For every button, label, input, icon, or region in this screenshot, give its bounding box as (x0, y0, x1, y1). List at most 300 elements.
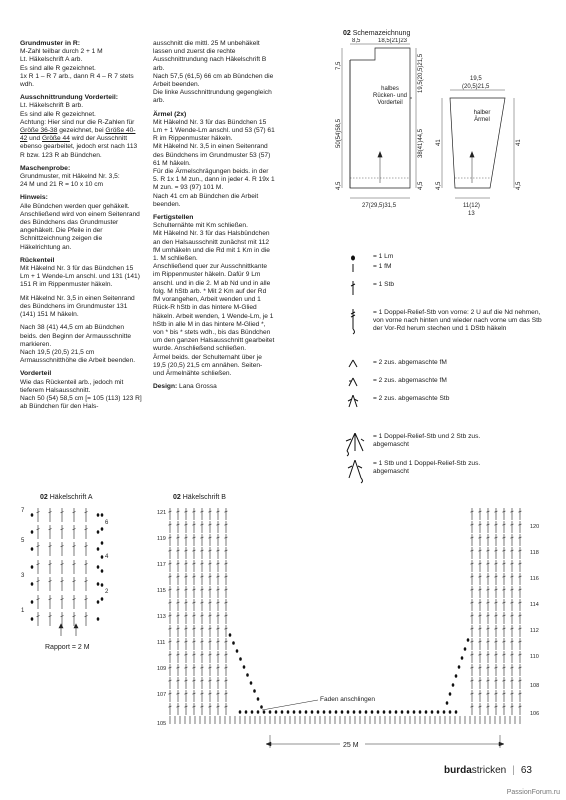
stitch-symbol (185, 573, 188, 585)
chart-b-row-121: 121 (157, 510, 167, 516)
stitch-symbol (511, 547, 514, 559)
stitch-symbol (85, 560, 88, 574)
stitch-symbol (169, 547, 172, 559)
stitch-symbol (185, 651, 188, 663)
stitch-symbol (185, 508, 188, 520)
dim-sleeve-bottom-w: 11(12) (463, 203, 480, 209)
chart-b-row-114: 114 (530, 602, 539, 608)
chain-dot (101, 555, 104, 559)
stitch-symbol (209, 599, 212, 611)
chart-a-title: 02 Häkelschrift A (40, 494, 93, 501)
fertigstellen-text: Schulternähte mit Km schließen. Mit Häkelnd Nr. 3 für das Halsbündchen an den Halsausschnitt zunächst mit 112 fM umhäkeln und die Rd mit 1 Km in die 1. M schließen. Anschließend quer zur Ausschnittkante im Rippenmuster häkeln. Dafür 9 Lm anschl. und in die 2. M ab Nd und in alle folg. M hStb arb. * Mit 2 Km auf der Rd fM vorangehen, Arbeit wenden und 1 Rück-R hStb in das hintere M-Glied häkeln. Arbeit wenden, 1 Wende-Lm, je 1 hStb in alle M in das hintere M-Glied *, von * bis * stets wdh., bis das Bündchen um den ganzen Halsausschnitt gearbeitet wurde. Anschließend schließen. Ärmel beids. der Schulternaht über je 19,5 (20,5) 21,5 cm annähen. Seiten- und Ärmelnähte schließen. (153, 222, 275, 377)
stitch-symbol (511, 599, 514, 611)
chain-dot (383, 710, 386, 714)
chain-dot (458, 665, 461, 669)
stitch-symbol (495, 547, 498, 559)
chain-dot (101, 541, 104, 545)
chart-b-row-112: 112 (530, 628, 539, 634)
stitch-symbol (487, 521, 490, 533)
stitch-symbol (209, 547, 212, 559)
chain-dot (97, 530, 100, 534)
chain-dot (246, 673, 249, 677)
chain-dot (299, 710, 302, 714)
dim-bottom-width: 27(29,5)31,5 (362, 203, 397, 209)
chain-dot (305, 710, 308, 714)
dim-sleeve-right: 41 (516, 139, 522, 146)
chain-dot (101, 527, 104, 531)
stitch-symbol (185, 625, 188, 637)
stitch-symbol (495, 573, 498, 585)
stitch-symbol (177, 690, 180, 702)
stitch-symbol (479, 560, 482, 572)
stitch-symbol (217, 625, 220, 637)
stitch-symbol (209, 690, 212, 702)
stitch-symbol (479, 612, 482, 624)
stitch-symbol (61, 560, 64, 574)
text-column-middle (153, 40, 275, 396)
stitch-symbol (185, 599, 188, 611)
chain-dot (31, 582, 34, 586)
chart-b-row-120: 120 (530, 524, 540, 530)
stitch-symbol (193, 625, 196, 637)
stitch-symbol (37, 595, 40, 609)
stitch-symbol (201, 573, 204, 585)
stitch-symbol (185, 612, 188, 624)
dim-sleeve-top-1: 19,5 (470, 76, 482, 82)
rueckenteil-text-2: Mit Häkelnd Nr. 3,5 in einen Seitenrand des Bündchens im Grundmuster 131 (141) 151 M häkeln. (20, 294, 135, 319)
stitch-symbol (503, 573, 506, 585)
stitch-symbol (519, 664, 522, 676)
stitch-symbol (503, 612, 506, 624)
stitch-symbol (471, 664, 474, 676)
stitch-symbol (217, 651, 220, 663)
stitch-symbol (487, 638, 490, 650)
stitch-symbol (169, 534, 172, 546)
chain-dot (443, 710, 446, 714)
chain-dot (377, 710, 380, 714)
stitch-symbol (193, 651, 196, 663)
stitch-symbol (37, 525, 40, 539)
stitch-symbol (479, 534, 482, 546)
maschenprobe-heading: Maschenprobe: (20, 164, 71, 172)
chain-dot (335, 710, 338, 714)
chart-b-row-115: 115 (157, 588, 166, 594)
stitch-symbol (495, 612, 498, 624)
stitch-symbol (225, 560, 228, 572)
stitch-symbol (487, 560, 490, 572)
stitch-symbol (177, 625, 180, 637)
stitch-symbol (471, 560, 474, 572)
stitch-symbol (73, 612, 76, 626)
stitch-symbol (511, 703, 514, 715)
crochet-chart-a (10, 500, 130, 660)
stitch-symbol (519, 586, 522, 598)
stitch-symbol (519, 703, 522, 715)
stitch-symbol (37, 612, 40, 626)
chain-dot (97, 600, 100, 604)
stitch-symbol (177, 573, 180, 585)
chain-dot (452, 683, 455, 687)
stitch-symbol (479, 664, 482, 676)
stitch-symbol (487, 690, 490, 702)
stitch-symbol (225, 586, 228, 598)
chart-a-row-6: 6 (105, 520, 109, 526)
chain-dot (97, 617, 100, 621)
stitch-symbol (503, 508, 506, 520)
stitch-symbol (209, 612, 212, 624)
stitch-symbol (487, 677, 490, 689)
two-stb-icon (343, 395, 367, 425)
stitch-symbol (169, 599, 172, 611)
chain-dot (407, 710, 410, 714)
maschenprobe-text: Grundmuster, mit Häkelnd Nr. 3,5: 24 M und 21 R = 10 x 10 cm (20, 173, 120, 189)
stitch-symbol (225, 573, 228, 585)
stitch-symbol (185, 690, 188, 702)
chain-dot (359, 710, 362, 714)
stitch-symbol (193, 508, 196, 520)
stitch-symbol (471, 586, 474, 598)
stitch-symbol (503, 625, 506, 637)
chain-dot (243, 665, 246, 669)
chain-dot (365, 710, 368, 714)
chain-dot (251, 710, 254, 714)
stitch-symbol (511, 612, 514, 624)
stitch-symbol (503, 534, 506, 546)
chain-dot (353, 710, 356, 714)
stitch-symbol (61, 508, 64, 522)
chain-dot (31, 513, 34, 517)
stitch-symbol (49, 560, 52, 574)
text-column-left (20, 40, 142, 416)
chart-b-row-113: 113 (157, 614, 166, 620)
chain-dot (281, 710, 284, 714)
chain-dot (31, 565, 34, 569)
stitch-symbol (169, 638, 172, 650)
stitch-symbol (495, 664, 498, 676)
dim-sleeve-bottom-w2: 13 (468, 211, 475, 217)
chain-dot (293, 710, 296, 714)
stitch-symbol (503, 521, 506, 533)
stitch-symbol (185, 664, 188, 676)
rueckenteil-text-4: Nach 19,5 (20,5) 21,5 cm Armausschnitthöhe die Arbeit beenden. (20, 348, 136, 365)
chain-dot (97, 513, 100, 517)
stitch-symbol (217, 547, 220, 559)
stitch-symbol (73, 542, 76, 556)
stitch-symbol (185, 547, 188, 559)
chain-dot (101, 569, 104, 573)
chain-dot (437, 710, 440, 714)
chart-a-row-1: 1 (21, 608, 25, 614)
chain-dot (461, 656, 464, 660)
hinweis-text: Alle Bündchen werden quer gehäkelt. Anschließend wird von einem Seitenrand des Bündchens das Grundmuster angehäkelt. Die Pfeile in der Schnittzeichnung zeigen die Häkelrichtung an. (20, 202, 140, 251)
chain-dot (446, 701, 449, 705)
dim-sleeve-left: 41 (436, 139, 442, 146)
stitch-symbol (193, 638, 196, 650)
stb-icon (343, 281, 367, 311)
stitch-symbol (61, 577, 64, 591)
stitch-symbol (217, 508, 220, 520)
stitch-symbol (471, 612, 474, 624)
stitch-symbol (519, 547, 522, 559)
stitch-symbol (177, 534, 180, 546)
stitch-symbol (511, 534, 514, 546)
vorderteil-text-cont: ausschnitt die mittl. 25 M unbehäkelt lassen und zuerst die rechte Ausschnittrundung nach Häkelschrift B arb. (153, 40, 267, 72)
stitch-symbol (177, 703, 180, 715)
stitch-symbol (471, 508, 474, 520)
stitch-symbol (169, 703, 172, 715)
stitch-symbol (169, 690, 172, 702)
stitch-symbol (193, 547, 196, 559)
stitch-symbol (169, 664, 172, 676)
stitch-symbol (193, 586, 196, 598)
chain-dot (101, 597, 104, 601)
stitch-symbol (209, 625, 212, 637)
aermel-heading: Ärmel (2x) (153, 110, 187, 118)
stitch-symbol (495, 586, 498, 598)
stitch-symbol (177, 651, 180, 663)
stitch-symbol (193, 599, 196, 611)
stitch-symbol (85, 595, 88, 609)
stitch-symbol (487, 547, 490, 559)
stitch-symbol (201, 534, 204, 546)
chain-dot (257, 710, 260, 714)
stitch-symbol (503, 690, 506, 702)
chain-dot (287, 710, 290, 714)
stitch-symbol (519, 508, 522, 520)
chain-dot (31, 617, 34, 621)
dim-top-left: 8,5 (352, 38, 361, 44)
stitch-symbol (479, 625, 482, 637)
stitch-symbol (61, 595, 64, 609)
chain-dot (97, 565, 100, 569)
stitch-symbol (193, 703, 196, 715)
chart-b-row-107: 107 (157, 692, 167, 698)
stitch-symbol (495, 599, 498, 611)
chain-dot (275, 710, 278, 714)
crochet-chart-b (150, 500, 550, 770)
stitch-symbol (193, 560, 196, 572)
stitch-symbol (471, 677, 474, 689)
stitch-symbol (193, 534, 196, 546)
stitch-symbol (201, 638, 204, 650)
stitch-symbol (519, 521, 522, 533)
chain-dot (371, 710, 374, 714)
stitch-symbol (217, 677, 220, 689)
stitch-symbol (471, 547, 474, 559)
stitch-symbol (193, 573, 196, 585)
stitch-symbol (503, 560, 506, 572)
stitch-symbol (169, 573, 172, 585)
grundmuster-heading: Grundmuster in R: (20, 40, 81, 47)
stitch-symbol (487, 703, 490, 715)
stitch-symbol (471, 625, 474, 637)
chart-b-row-118: 118 (530, 550, 539, 556)
stitch-symbol (85, 525, 88, 539)
stitch-symbol (37, 560, 40, 574)
stitch-symbol (495, 625, 498, 637)
chain-dot (31, 600, 34, 604)
stitch-symbol (201, 521, 204, 533)
rueckenteil-heading: Rückenteil (20, 256, 55, 264)
stitch-symbol (495, 690, 498, 702)
stitch-symbol (217, 599, 220, 611)
stitch-symbol (471, 703, 474, 715)
dim-left-top: 7,5 (336, 61, 342, 70)
chain-dot (250, 681, 253, 685)
stitch-symbol (511, 625, 514, 637)
stitch-symbol (479, 573, 482, 585)
chart-b-row-106: 106 (530, 711, 540, 717)
stitch-symbol (193, 677, 196, 689)
stitch-symbol (185, 521, 188, 533)
stitch-symbol (73, 560, 76, 574)
stitch-symbol (37, 577, 40, 591)
stitch-symbol (511, 664, 514, 676)
stitch-symbol (511, 651, 514, 663)
stitch-symbol (169, 560, 172, 572)
stitch-symbol (471, 573, 474, 585)
chain-dot (101, 583, 104, 587)
stitch-symbol (61, 542, 64, 556)
stb-relief-icon (343, 460, 367, 490)
stitch-symbol (503, 547, 506, 559)
chain-dot (31, 547, 34, 551)
design-credit: Design: Lana Grossa (153, 383, 217, 391)
stitch-symbol (49, 525, 52, 539)
stitch-symbol (519, 651, 522, 663)
stitch-symbol (495, 534, 498, 546)
stitch-symbol (201, 651, 204, 663)
stitch-symbol (85, 542, 88, 556)
stitch-symbol (177, 586, 180, 598)
chain-dot (269, 710, 272, 714)
dim-sleeve-top-2: (20,5)21,5 (462, 84, 490, 90)
stitch-symbol (185, 677, 188, 689)
stitch-symbol (495, 651, 498, 663)
chain-dot (311, 710, 314, 714)
ausschnitt-text: Lt. Häkelschrift B arb. Es sind alle R gezeichnet. Achtung: Hier sind nur die R-Zahlen für Größe 36-38 gezeichnet, bei Größe 40-42 und Größe 44 wird der Ausschnitt ebenso gearbeitet, jedoch erst nach 113 R bzw. 123 R ab Bündchen. (20, 102, 138, 159)
stitch-symbol (49, 508, 52, 522)
stitch-symbol (225, 612, 228, 624)
stitch-symbol (225, 664, 228, 676)
chain-dot (239, 657, 242, 661)
stitch-symbol (225, 703, 228, 715)
stitch-symbol (209, 703, 212, 715)
stitch-symbol (185, 534, 188, 546)
stitch-symbol (193, 521, 196, 533)
stitch-symbol (503, 664, 506, 676)
dim-mid-height: 19,5(20,5)21,5 (418, 53, 424, 93)
dim-top-mid: 18,5(21)23 (378, 38, 408, 44)
chain-dot (31, 530, 34, 534)
stitch-symbol (185, 560, 188, 572)
stitch-symbol (217, 521, 220, 533)
stitch-symbol (217, 690, 220, 702)
stitch-symbol (511, 638, 514, 650)
dim-mid-lower: 38(41)44,5 (418, 128, 424, 158)
chain-dot (449, 710, 452, 714)
stitch-symbol (177, 547, 180, 559)
watermark: PassionForum.ru (506, 789, 560, 796)
stitch-symbol (503, 703, 506, 715)
stitch-symbol (471, 651, 474, 663)
chart-b-row-110: 110 (530, 654, 539, 660)
chart-b-row-111: 111 (157, 640, 166, 646)
stitch-symbol (471, 521, 474, 533)
chain-dot (464, 647, 467, 651)
stitch-symbol (61, 525, 64, 539)
chart-b-row-116: 116 (530, 576, 539, 582)
stitch-symbol (487, 508, 490, 520)
chain-dot (329, 710, 332, 714)
chain-dot (245, 710, 248, 714)
stitch-symbol (49, 542, 52, 556)
dim-left-bottom: 4,5 (336, 181, 342, 190)
stitch-symbol (487, 586, 490, 598)
dim-left-height: 50(54)58,5 (336, 118, 342, 148)
stitch-symbol (169, 586, 172, 598)
vorderteil-heading: Vorderteil (20, 370, 52, 378)
stitch-symbol (169, 508, 172, 520)
stitch-symbol (225, 521, 228, 533)
stitch-symbol (495, 508, 498, 520)
stitch-symbol (209, 638, 212, 650)
page-number: 63 (520, 765, 532, 776)
stitch-symbol (201, 625, 204, 637)
stitch-symbol (209, 508, 212, 520)
stitch-symbol (85, 577, 88, 591)
chart-a-row-3: 3 (21, 573, 25, 579)
stitch-symbol (177, 664, 180, 676)
stitch-symbol (225, 651, 228, 663)
stitch-symbol (495, 560, 498, 572)
stitch-symbol (85, 612, 88, 626)
stitch-symbol (519, 612, 522, 624)
dim-mid-bottom: 4,5 (418, 181, 424, 190)
stitch-symbol (209, 521, 212, 533)
stitch-symbol (511, 690, 514, 702)
stitch-symbol (487, 625, 490, 637)
chain-dot (467, 638, 470, 642)
chain-dot (263, 710, 266, 714)
chart-b-row-109: 109 (157, 666, 167, 672)
stitch-symbol (201, 547, 204, 559)
stitch-symbol (503, 677, 506, 689)
stitch-symbol (225, 638, 228, 650)
stitch-symbol (479, 651, 482, 663)
stitch-symbol (209, 586, 212, 598)
stitch-symbol (471, 534, 474, 546)
stitch-symbol (217, 664, 220, 676)
stitch-symbol (519, 625, 522, 637)
schema-sleeve-label: halber Ärmel (473, 110, 491, 123)
stitch-symbol (193, 612, 196, 624)
chain-dot (401, 710, 404, 714)
stitch-symbol (177, 521, 180, 533)
stitch-symbol (169, 625, 172, 637)
stitch-symbol (209, 677, 212, 689)
stitch-symbol (49, 577, 52, 591)
vorderteil-text: Wie das Rückenteil arb., jedoch mit tieferem Halsausschnitt. Nach 50 (54) 58,5 cm [= 105 (113) 123 R] ab Bündchen für den Hals- (20, 378, 142, 411)
stitch-symbol (185, 638, 188, 650)
stitch-symbol (479, 703, 482, 715)
hinweis-heading: Hinweis: (20, 194, 48, 202)
stitch-symbol (471, 638, 474, 650)
stitch-symbol (479, 638, 482, 650)
stitch-symbol (73, 577, 76, 591)
stitch-symbol (209, 664, 212, 676)
stitch-symbol (225, 534, 228, 546)
